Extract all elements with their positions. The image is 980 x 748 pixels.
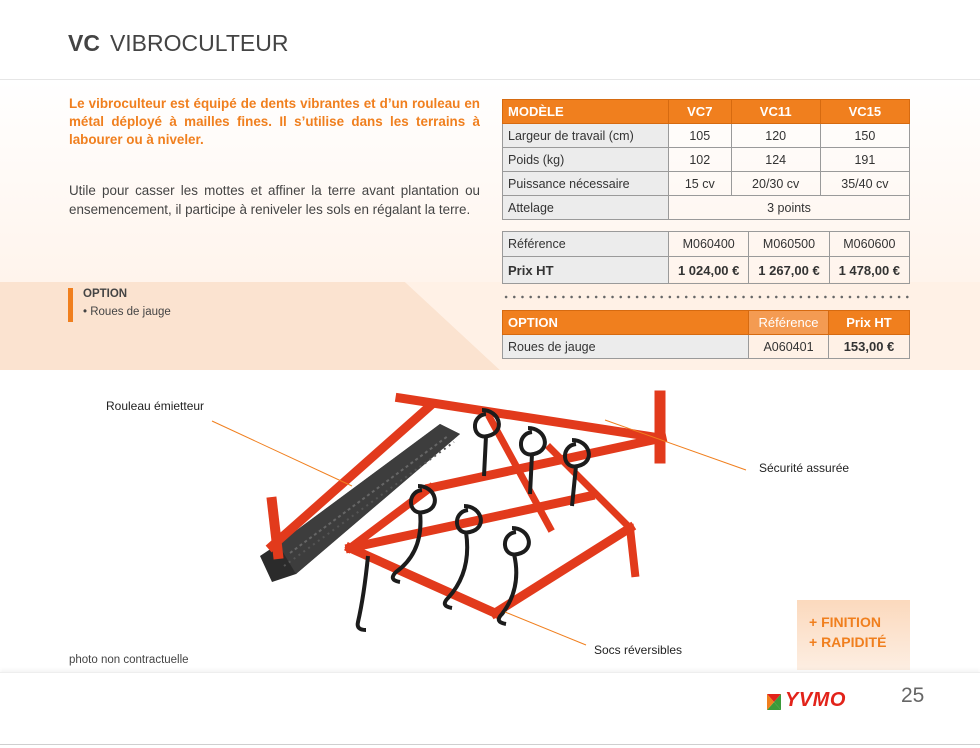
price-cell: 153,00 € [829,335,910,359]
page-number: 25 [901,684,925,707]
table-cell: M060400 [669,232,749,257]
specs-header-cell: VC15 [820,100,909,124]
specs-header-cell: MODÈLE [503,100,669,124]
photo-disclaimer: photo non contractuelle [69,654,189,666]
callout-rouleau: Rouleau émietteur [106,399,205,413]
price-cell: 1 478,00 € [829,257,909,284]
table-cell: A060401 [749,335,829,359]
specs-header-row [503,100,910,124]
intro-text: Le vibroculteur est équipé de dents vibrantes et d’un rouleau en métal déployé à mailles fines. Il s’utilise dans les terrains à labourer ou à niveler. [69,96,480,147]
table-cell: 102 [669,148,732,172]
product-photo [250,378,680,650]
row-label: Puissance nécessaire [503,172,669,196]
table-cell: 191 [820,148,909,172]
page-title [68,30,288,57]
brand-name: YVMO [785,689,846,711]
callout-securite: Sécurité assurée [759,461,850,475]
table-cell: 124 [731,148,820,172]
price-cell: 1 024,00 € [669,257,749,284]
row-label: Largeur de travail (cm) [503,124,669,148]
row-label: Attelage [503,196,669,220]
table-cell: 35/40 cv [820,172,909,196]
options-header-cell: Prix HT [829,311,910,335]
row-label: Roues de jauge [503,335,749,359]
table-row [503,232,910,257]
footer-rule [0,744,980,745]
table-row [503,172,910,196]
table-cell: M060600 [829,232,909,257]
product-code: VC [68,30,100,56]
option-accent-bar [68,288,73,322]
specs-header-cell: VC7 [669,100,732,124]
price-table [502,231,910,284]
table-row [503,124,910,148]
options-header-cell: OPTION [503,311,749,335]
callout-socs: Socs réversibles [594,643,683,657]
promo-line-2: + RAPIDITÉ [809,634,887,650]
options-header-cell: Référence [749,311,829,335]
option-item: • Roues de jauge [83,306,171,318]
price-cell: 1 267,00 € [749,257,829,284]
table-row [503,257,910,284]
specs-table [502,99,910,220]
row-label: Poids (kg) [503,148,669,172]
page-header [0,0,980,80]
row-label: Référence [503,232,669,257]
table-row [503,335,910,359]
table-cell: 150 [820,124,909,148]
table-cell: M060500 [749,232,829,257]
promo-box [797,600,910,670]
specs-header-cell: VC11 [731,100,820,124]
table-cell: 15 cv [669,172,732,196]
table-row [503,196,910,220]
option-title: OPTION [83,288,128,300]
row-label: Prix HT [503,257,669,284]
options-table [502,310,910,359]
product-name: VIBROCULTEUR [109,30,289,56]
table-cell: 105 [669,124,732,148]
table-cell: 120 [731,124,820,148]
promo-line-1: + FINITION [809,614,881,630]
table-cell: 20/30 cv [731,172,820,196]
table-row [503,148,910,172]
dotted-separator [502,294,910,300]
table-cell: 3 points [669,196,910,220]
options-header-row [503,311,910,335]
description-text: Utile pour casser les mottes et affiner la terre avant plantation ou ensemencement, il participe à reniveler les sols en régalant la terre. [69,183,480,217]
